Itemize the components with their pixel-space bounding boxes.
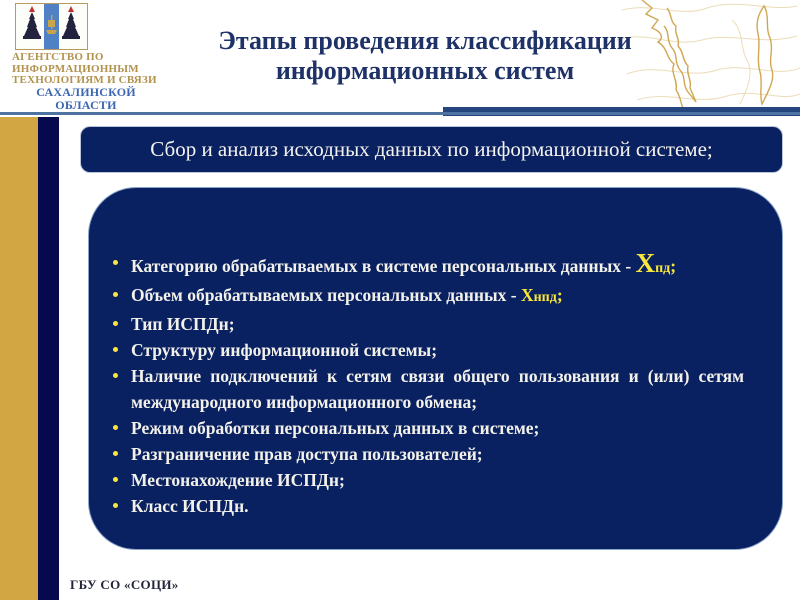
page-title [145, 26, 705, 86]
page-title-line2: информационных систем [275, 56, 575, 85]
list-item [111, 441, 744, 467]
list-item [111, 415, 744, 441]
list-item-text: Местонахождение ИСПДн; [131, 470, 345, 490]
agency-line: ИНФОРМАЦИОННЫМ [12, 62, 139, 75]
bullet-list [89, 188, 782, 519]
sakhalin-coat-of-arms-icon [15, 3, 88, 50]
list-item-text: нпд [533, 290, 557, 305]
list-item-text: Наличие подключений к сетям связи общего пользования и (или) сетям международного информационного обмена; [131, 366, 744, 412]
agency-line: ТЕХНОЛОГИЯМ И СВЯЗИ [12, 74, 157, 86]
list-item [111, 363, 744, 415]
list-item-text: Объем обрабатываемых персональных данных - [131, 285, 521, 305]
list-item [111, 311, 744, 337]
list-item-text: Разграничение прав доступа пользователей; [131, 444, 483, 464]
list-item-text: Тип ИСПДн; [131, 314, 235, 334]
list-item-text: ; [670, 256, 677, 276]
page-title-line1: Этапы проведения классификации [218, 26, 632, 55]
left-bar-navy [38, 117, 59, 600]
left-bar-gold [0, 117, 38, 600]
list-item [111, 282, 744, 311]
list-item-text: Х [635, 248, 656, 278]
agency-region [12, 86, 160, 111]
stage-banner [80, 126, 783, 173]
details-box [88, 187, 783, 550]
agency-line: ОБЛАСТИ [55, 97, 117, 112]
list-item-text: Класс ИСПДн. [131, 496, 249, 516]
list-item-text: ; [556, 285, 563, 305]
list-item-text: пд [655, 261, 671, 276]
agency-line: САХАЛИНСКОЙ [36, 85, 136, 99]
list-item-text: Режим обработки персональных данных в системе; [131, 418, 540, 438]
list-item-text: Х [520, 285, 534, 305]
stage-banner-text: Сбор и анализ исходных данных по информационной системе; [150, 137, 713, 161]
header-rule-thin [0, 112, 800, 115]
list-item [111, 250, 744, 282]
list-item-text: Структуру информационной системы; [131, 340, 438, 360]
list-item [111, 467, 744, 493]
agency-line: АГЕНТСТВО ПО [12, 51, 104, 63]
footer-org-label: ГБУ СО «СОЦИ» [70, 577, 179, 592]
list-item [111, 337, 744, 363]
list-item-text: Категорию обрабатываемых в системе персональных данных - [131, 256, 636, 276]
list-item [111, 493, 744, 519]
